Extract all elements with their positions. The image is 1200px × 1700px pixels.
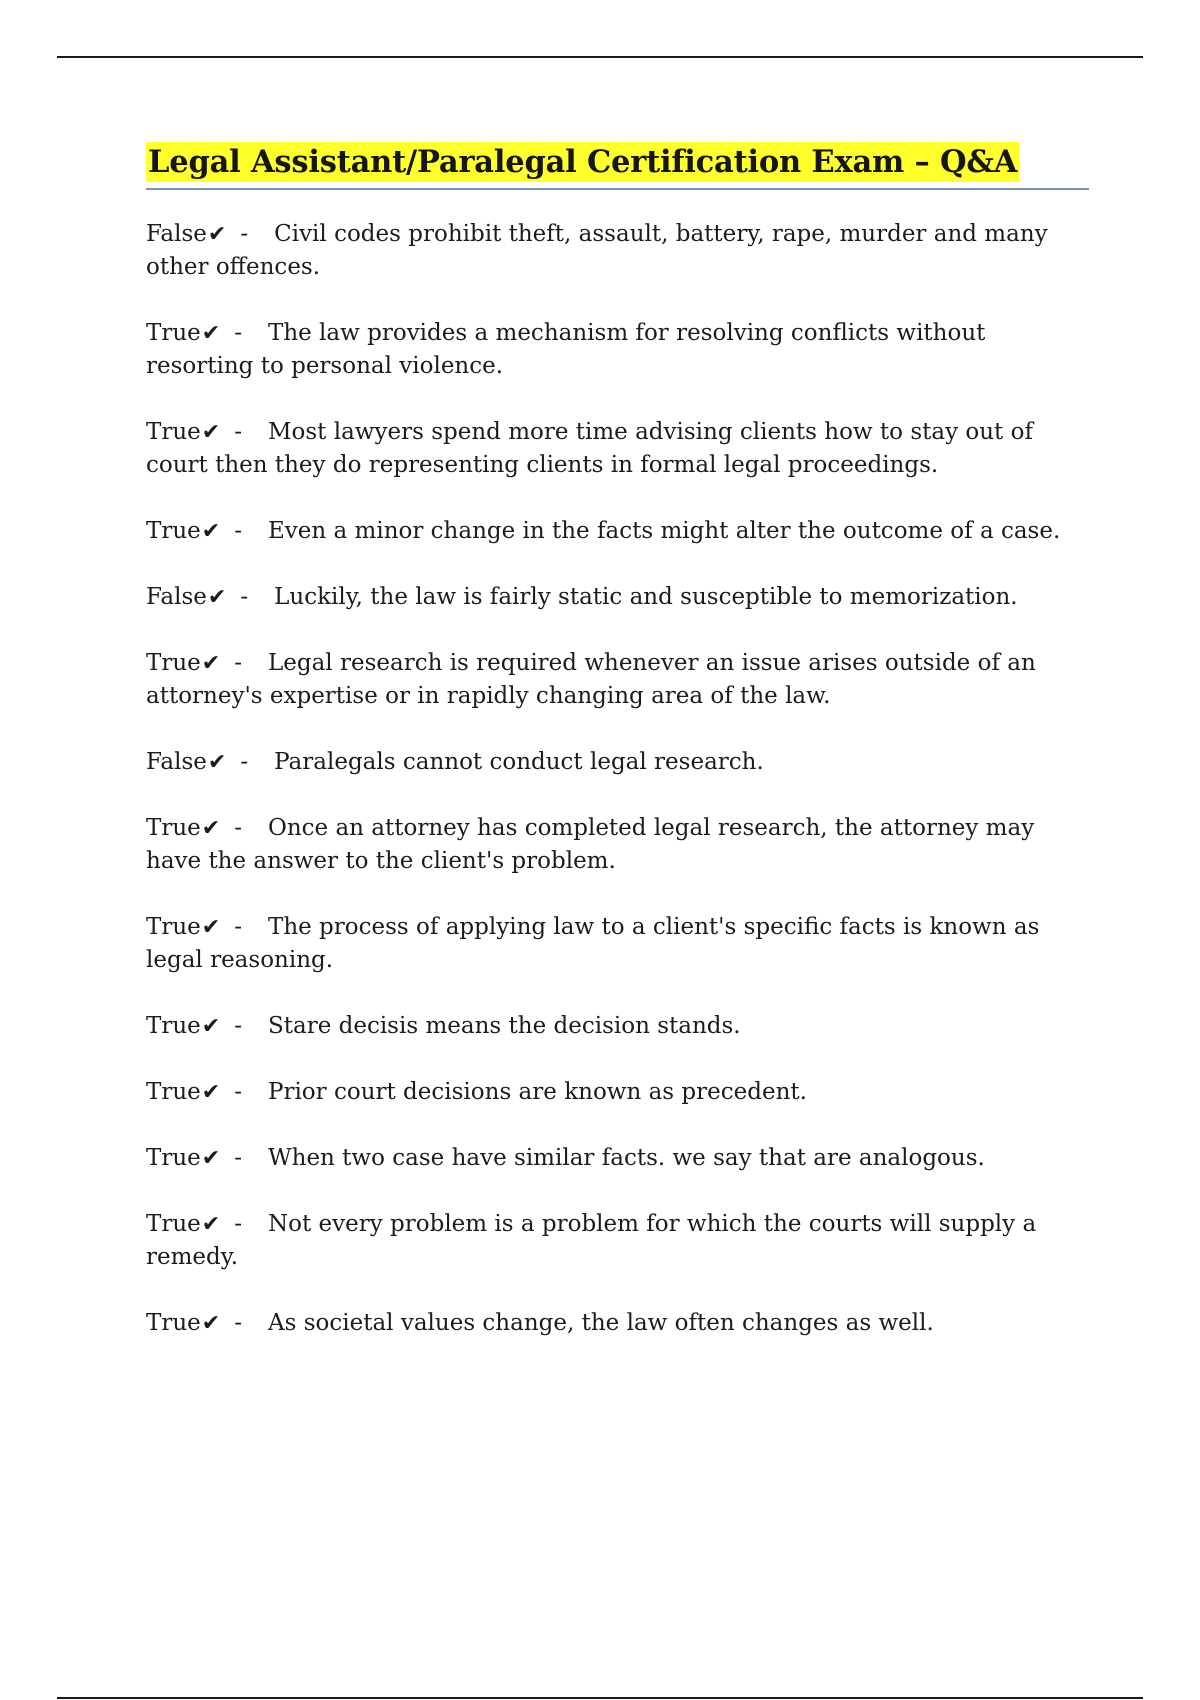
separator: - (234, 518, 242, 544)
checkmark-icon: ✔ (207, 585, 227, 610)
statement-text: Paralegals cannot conduct legal research. (274, 749, 764, 775)
separator: - (234, 815, 242, 841)
statement-text: Prior court decisions are known as precedent. (267, 1079, 807, 1105)
separator: - (234, 320, 242, 346)
statement-text: Even a minor change in the facts might alter the outcome of a case. (267, 518, 1061, 544)
document-page (146, 142, 1089, 1373)
qa-item (146, 317, 1089, 383)
checkmark-icon: ✔ (201, 519, 221, 544)
statement-text: Most lawyers spend more time advising clients how to stay out of court then they do representing clients in formal legal proceedings. (146, 419, 1033, 478)
answer-label: True (146, 1211, 201, 1237)
checkmark-icon: ✔ (201, 420, 221, 445)
checkmark-icon: ✔ (201, 1080, 221, 1105)
qa-item (146, 1076, 1089, 1109)
answer-label: True (146, 650, 201, 676)
checkmark-icon: ✔ (207, 222, 227, 247)
separator: - (234, 419, 242, 445)
separator: - (234, 1013, 242, 1039)
statement-text: Luckily, the law is fairly static and susceptible to memorization. (274, 584, 1018, 610)
answer-label: True (146, 1013, 201, 1039)
answer-label: True (146, 1079, 201, 1105)
separator: - (234, 1310, 242, 1336)
qa-item (146, 581, 1089, 614)
separator: - (234, 1079, 242, 1105)
qa-item (146, 218, 1089, 284)
checkmark-icon: ✔ (201, 1146, 221, 1171)
qa-item (146, 911, 1089, 977)
qa-list (146, 218, 1089, 1340)
qa-item (146, 647, 1089, 713)
answer-label: True (146, 419, 201, 445)
statement-text: Once an attorney has completed legal research, the attorney may have the answer to the client's problem. (146, 815, 1035, 874)
separator: - (240, 221, 249, 247)
statement-text: Not every problem is a problem for which the courts will supply a remedy. (146, 1211, 1037, 1270)
answer-label: False (146, 221, 207, 247)
statement-text: As societal values change, the law often changes as well. (267, 1310, 934, 1336)
document-title: Legal Assistant/Paralegal Certification Exam – Q&A (148, 144, 1018, 180)
checkmark-icon: ✔ (201, 1014, 221, 1039)
separator: - (234, 1211, 242, 1237)
checkmark-icon: ✔ (201, 321, 221, 346)
answer-label: True (146, 1145, 201, 1171)
qa-item (146, 746, 1089, 779)
top-rule (57, 56, 1143, 58)
statement-text: Legal research is required whenever an issue arises outside of an attorney's expertise or in rapidly changing area of the law. (146, 650, 1036, 709)
qa-item (146, 1142, 1089, 1175)
separator: - (234, 650, 242, 676)
checkmark-icon: ✔ (201, 1212, 221, 1237)
title-block (146, 142, 1089, 190)
separator: - (240, 584, 249, 610)
qa-item (146, 515, 1089, 548)
separator: - (234, 914, 242, 940)
checkmark-icon: ✔ (201, 915, 221, 940)
answer-label: True (146, 1310, 201, 1336)
statement-text: The process of applying law to a client's specific facts is known as legal reasoning. (146, 914, 1040, 973)
qa-item (146, 1208, 1089, 1274)
qa-item (146, 1010, 1089, 1043)
separator: - (234, 1145, 242, 1171)
statement-text: Stare decisis means the decision stands. (267, 1013, 741, 1039)
statement-text: When two case have similar facts. we say that are analogous. (267, 1145, 985, 1171)
checkmark-icon: ✔ (201, 1311, 221, 1336)
answer-label: False (146, 584, 207, 610)
answer-label: False (146, 749, 207, 775)
statement-text: The law provides a mechanism for resolving conflicts without resorting to personal violence. (146, 320, 986, 379)
answer-label: True (146, 815, 201, 841)
statement-text: Civil codes prohibit theft, assault, battery, rape, murder and many other offences. (146, 221, 1048, 280)
qa-item (146, 1307, 1089, 1340)
separator: - (240, 749, 249, 775)
checkmark-icon: ✔ (201, 816, 221, 841)
qa-item (146, 812, 1089, 878)
checkmark-icon: ✔ (201, 651, 221, 676)
bottom-rule (57, 1697, 1143, 1699)
checkmark-icon: ✔ (207, 750, 227, 775)
answer-label: True (146, 320, 201, 346)
qa-item (146, 416, 1089, 482)
answer-label: True (146, 518, 201, 544)
answer-label: True (146, 914, 201, 940)
